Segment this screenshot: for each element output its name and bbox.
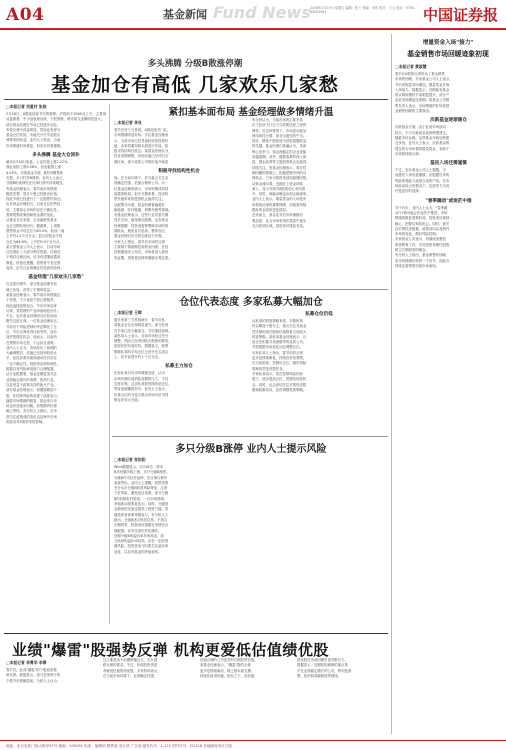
feature-headline: 紧扣基本面布局 基金经理做多情绪升温 bbox=[168, 107, 334, 118]
main-headline: 基金加仓有高低 几家欢乐几家愁 bbox=[51, 74, 339, 96]
right-subhead-2: 基民入场还需谨慎 bbox=[430, 161, 467, 167]
divider bbox=[112, 436, 388, 437]
main-headline-block bbox=[0, 31, 390, 101]
mid-subhead-2: 私募仓位仍低 bbox=[305, 312, 333, 317]
right-byline: □本报记者 黄淑慧 bbox=[395, 64, 427, 69]
divider bbox=[109, 104, 110, 624]
section-title-en: Fund News bbox=[213, 3, 311, 22]
bottom-byline: □本报记者 李菁华 李慕 bbox=[6, 660, 47, 665]
main-kicker: 多头沸腾 分级B散涨停潮 bbox=[147, 59, 243, 69]
footer: 地址：北京宣武门西大街甲97号 邮编：100031 电话：编辑部 销售部 发行部 广告部 邮发代号：1-175 国外代号：D1228 各地邮局均可订阅 bbox=[0, 740, 506, 750]
mid-col-2: 私募仓位仍低 从私募的投资策略来看，多数机构 仍以精选个股为主，重点关注具备业 绩支撑的成长股和估值修复空间较大 的蓝筹股。某私募基金经理表示，目 前正在积极寻找被错杀的优质公司， 并将根据市场变化动态调整仓位。 另有私募人士指出，春节后的反弹 更多是情绪修复，持续性有待观察。 在当前阶段，控制好仓位、做好风险 管理依然是首要任务。 多家私募表示，将在控制风险的前 提下，逐步提高仓位，把握结构性机 会。同时，也会密切关注宏观经济数 据和政策动向，及时调整投资策略。 bbox=[252, 308, 386, 434]
main-subhead-1: 多头沸腾 基金大仓回补 bbox=[32, 153, 80, 159]
feature-byline: □本报记者 李良 bbox=[114, 120, 142, 125]
right-headline: 基金销售市场回暖迹象初现 bbox=[407, 50, 489, 58]
feature-subhead: 积极寻找结构性机会 bbox=[158, 169, 200, 175]
main-subhead-2: 基金经理"几家欢乐几家愁" bbox=[28, 275, 84, 281]
divider bbox=[4, 633, 388, 634]
divider bbox=[4, 99, 388, 100]
page-number: A04 bbox=[6, 5, 45, 25]
right-subhead-1: 次新基金逐渐建仓 bbox=[430, 118, 467, 124]
lower-byline: □本报记者 张如阳 bbox=[114, 457, 146, 462]
bottom-article: □本报记者 李菁华 李慕 春节后，此前"爆雷"的个股迎来强 势反弹。数据显示，部分业绩预亏的 个股节后涨幅居前。分析人士认为， 这主要是由于前期跌幅过大，存在超 跌反弹的需求。不过，机构投资者更 青睐低估值的绩优股。多家机构表示， 在当前市场环境下，业绩确定性强、 估值合理的公司更具有长期投资价值。 某基金经理表示，"爆雷"股的反弹 更多是情绪驱动，缺乏基本面支撑， 持续性值得怀疑。相比之下，低估值 绩优股在市场回暖时更具吸引力。 数据显示，近期机构调研的重点集 中在业绩稳定增长的公司，特别是消 费、医药和高端制造等领域。 bbox=[6, 658, 352, 683]
right-subhead-3: "春季躁动"或迷茫中推 bbox=[425, 198, 472, 204]
divider bbox=[112, 289, 388, 290]
main-article-col-1: □本报记者 刘夏村 张绕 2月18日，A股延续春节后的强势，沪指收于2900点上方，主要指 从盘面看，中小创表现活跃，个股普涨，两市成交金额明显放大。 部分基金经理在节前已经逐步加仓， 本轮反弹中获益明显。然而也有部分 基金仓位较低，未能充分分享此轮反 弹带来的收益。业内人士指出，当前 市场情绪有所修复，但后市仍需谨慎。 多头沸腾 基金大仓回补 截至2月18日收盘，上证综指上涨2.22%， 深证成指上涨3.06%，创业板指上涨 4.03%。分级基金方面，B类份额集体 走强，多只杠杆B涨停。业内人士表示， 分级B的高弹性在反弹行情中体现明显。 有基金经理表示，春节前市场情绪 极度悲观，很多个股已经跌出价值， 因此节前已经进行了一定程度的加仓。 也有基金经理坦言，目前仓位依然较 低，主要担心市场仍存在不确定性， 需要观察政策面和资金面的变化。 从基金仓位来看，主动偏股型基金 仓位近期有所回升。据测算，上周股 票型基金平均仓位为83.4%，较前一周 上升约1.2个百分点；混合型基金平均 仓位为64.6%，上升约0.9个百分点。 某大型基金公司人士表示，目前市场 已经消化了大部分利空因素，估值处 于相对合理区间，后市有望继续震荡 修复。但他也提醒，投资者不宜过度 追高，应关注业绩确定性较高的品种。 基金经理"几家欢乐几家愁" 在这波行情中，部分基金经理节前 就已布局，获得了不错的收益。 某基金经理表示，春节前市场情绪过 于悲观，不少优质个股已被错杀， 因此选择逆势加仓。节后市场迎来 反弹，其管理的产品净值明显回升。 不过，也有基金经理因仓位较低而 错失这波反弹。一位基金经理坦言， 节前出于风险控制的考虑降低了仓 位，节后反弹来得比较突然，没有 及时把握住机会。他表示，目前仍 在观察市场走势，不会盲目追涨。 业内人士认为，市场经历了前期的 大幅调整后，估值已经回到较低水 平，但经济基本面和流动性仍存在 一定不确定性。投资者应保持理性， 根据自身风险承受能力合理配置。 从行业配置看，基金近期更加关注 业绩稳定增长的消费、医药行业， 以及受益于政策支持的新兴产业。 部分基金经理表示，将继续精选个 股，在控制风险的前提下适度参与。 随着市场情绪的修复，基金发行市 场也有望逐步回暖，但短期内仍需 耐心等待。有分析人士指出，后市 需关注政策面的变化以及海外市场 的波动对A股带来的影响。 bbox=[6, 104, 106, 425]
right-article: □本报记者 黄淑慧 春节后A股的反弹带动了基金销售 市场的回暖。多家基金公司人士表示， 节后申购量有所增加，增量资金开始 入场接力。数据显示，近期新发基金 的认购规模较节前明显提升，部分产 品首发规模超过预期。某基金公司销 售负责人表示，市场情绪的好转是基 金销售回暖的主要原因。 次新基金逐渐建仓 次新基金方面，由于此前市场波动 较大，不少次新基金选择缓慢建仓。 随着市场企稳，这些基金开始加快建 仓步伐。业内人士表示，次新基金的 建仓将为市场提供增量资金，有助于 市场的持续反弹。 基民入场还需谨慎 不过，也有基金公司人士提醒，当 前基民入场仍需谨慎，应根据自身的 风险承受能力选择合适的产品。在市 场波动较大的情况下，定投等方式或 许是更好的选择。 "春季躁动"或迷茫中推 对于后市，业内人士认为，"春季躁 动"行情可能会在迷茫中推进。市场 情绪的修复需要时间，投资者应保持 耐心，把握结构性机会。同时，需关 注宏观经济数据、政策动向以及海外 市场的变化，做好风险控制。 多家基金公司表示，将继续加强投 资者教育工作，引导投资者理性投资， 树立长期投资的理念。 有分析人士指出，基金销售的回暖 是市场情绪好转的一个信号，但能否 持续还需观察后续市场表现。 bbox=[395, 62, 502, 734]
divider bbox=[391, 34, 392, 734]
mid-headline: 仓位代表态度 多家私募大幅加仓 bbox=[179, 297, 323, 308]
lower-article: □本报记者 张如阳 Wind数据显示，2月18日，两市 B类份额多数上涨，多只分级B涨停。 分级B作为杠杆品种，在反弹行情中 表现突出。业内人士提醒，投资者需 充分认识分级B的高风险特征，注意 下折风险，避免盲目追涨。部分分级 B的价格杠杆较高，一旦市场回调， 净值波动将明显放大。同时，分级基 金新规的实施也提高了投资门槛，普 通投资者需要审慎参与。有分析人士 指出，分级B适合短线交易，不适合 长期持有，投资者应根据自身情况合 理配置，切勿过度杠杆化操作。 近期分级B的溢价率有所波动，部 分品种的溢价率较高，存在一定的回 落风险。投资者参与时需关注溢价率 变化，以及母基金的净值表现。 bbox=[114, 455, 386, 625]
paper-logo: 中国证券报 bbox=[422, 6, 498, 24]
mid-col-1: □本报记者 王辉 据多家第三方机构统计，春节后私 募基金仓位出现明显提升。部分私募 在节前已经大幅加仓，节后继续加码。 某私募人士表示，目前市场经过充分 调整，风险已经得到较大程度的释放， 是较好的布局时机。数据显示，股票 策略私募的平均仓位已回升至五成以 上，较节前提升约十个百分点。 私募主力加仓 也有私募对后市持谨慎态度，认为 市场仍需时间消化前期的压力，不宜 过度乐观。这类私募依然保持低仓位， 等待更明确的信号。业内人士表示， 私募仓位的分化反映出市场对后市判 断存在较大分歧。 bbox=[114, 308, 244, 434]
bottom-headline: 业绩"爆雷"股强势反弹 机构更爱低估值绩优股 bbox=[12, 641, 329, 659]
right-headline-block bbox=[393, 38, 503, 58]
lower-headline: 多只分级B涨停 业内人士提示风险 bbox=[175, 444, 327, 455]
section-title-cn: 基金新闻 bbox=[163, 8, 207, 21]
mid-byline: □本报记者 王辉 bbox=[114, 310, 142, 315]
feature-col-2: 有分析认为，当前市场的主要矛盾 在于经济下行压力与政策托底之间的 博弈。在这种背景下，市场更可能呈 现结构性行情，而非全面性的牛市。 因此，精选个股将成为获取超额收益 的关键。基金经理们普遍认为，具备 核心竞争力、现金流稳定的企业更能 穿越周期。此外，随着改革的深入推 进，国企改革等主题投资机会也值得 持续关注。有基金经理表示，将在控 制回撤的基础上，积极把握市场的反 弹机会，力争为投资者创造稳健回报。 从资金流向看，近期北上资金持续 流入，显示外资对A股的信心有所提 升。同时，两融余额也出现企稳迹象。 业内人士表示，增量资金的入场是市 场持续反弹的重要保障，后续需持续 跟踪资金面的变化情况。 总体而言，基金业对后市持谨慎乐 观态度，认为市场有望在震荡中逐步 走出底部区域，投资者可逢低布局。 bbox=[252, 118, 310, 228]
masthead-info: 2016年2月19日 星期五 编辑：张三 美编：李四 校对：王五 电话：0755-83501581 bbox=[310, 6, 416, 15]
mid-subhead-1: 私募主力加仓 bbox=[165, 364, 193, 370]
main-col1-text: 2月18日，A股延续春节后的强势，沪指收于2900点上方，主要指 从盘面看，中小创表现活跃，个股普涨，两市成交金额明显放大。 部分基金经理在节前已经逐步加仓， 本轮反弹中获益明显。然而也有部分 基金仓位较低，未能充分分享此轮反 弹带来的收益。业内人士指出，当前 市场情绪有所修复，但后市仍需谨慎。 bbox=[6, 112, 106, 148]
feature-col-1: □本报记者 李良 春节后首个交易周，A股迎来开门红， 市场情绪明显好转。多位基金经理表 示，当前市场已经具备较好的投资价 值，未来将紧扣基本面进行布局，积 极寻找结构性机会。某基金经理认为， 经过前期调整，市场估值已经回归合 理区间，部分优质公司的价值开始显 积极寻找结构性机会 现。在当前环境下，应当重点关注业 绩确定性强、估值合理的公司。另一 位基金经理则表示，市场短期或将延 续震荡格局，但中长期来看，经济转 型升级带来的投资机会值得关注。 从配置方向看，基金经理普遍看好 新能源、医疗健康、消费升级等领域。 有基金经理表示，这些行业具备长期 成长空间，值得重点配置。也有基金 经理提醒，投资者需要警惕市场的短 期波动，避免盲目追高。整体而言， 基金经理对后市的态度趋于乐观。 分析人士指出，春节后市场的反弹 主要源于情绪修复和资金回流。在经 济数据逐步公布后，市场将进入新的 验证期，投资者宜保持谨慎乐观态度。 bbox=[114, 118, 244, 286]
main-byline: □本报记者 刘夏村 张绕 bbox=[6, 104, 47, 109]
right-kicker: 增量资金入场"接力" bbox=[422, 40, 474, 46]
masthead bbox=[0, 0, 506, 30]
